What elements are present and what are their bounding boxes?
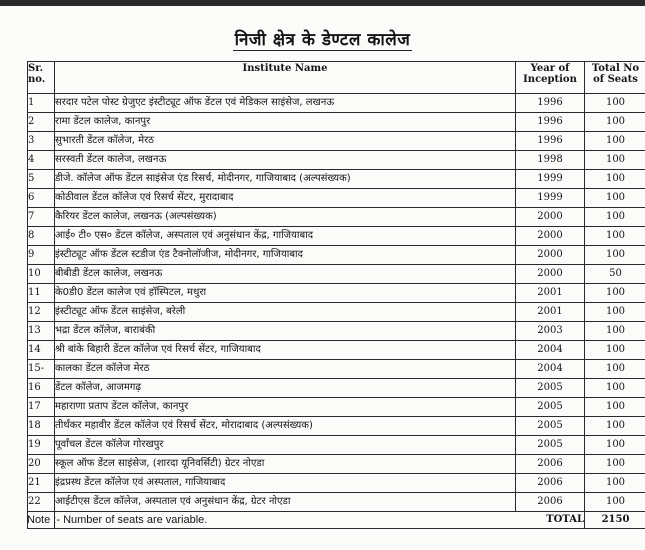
cell-institute-name: कालका डेंटल कॉलेज मेरठ xyxy=(55,360,516,379)
cell-year: 2003 xyxy=(516,322,585,341)
page-title: निजी क्षेत्र के डेण्टल कालेज xyxy=(234,30,411,50)
cell-year: 1998 xyxy=(516,151,585,170)
table-row xyxy=(28,455,645,474)
cell-sr-no: 22 xyxy=(28,493,55,512)
table-row xyxy=(28,417,645,436)
table-row xyxy=(28,341,645,360)
table-row xyxy=(28,303,645,322)
cell-institute-name: इंस्टीट्यूट ऑफ डेंटल स्टडीज एंड टैक्नोलॉजीज, मोदीनगर, गाजियाबाद xyxy=(55,246,516,265)
cell-seats: 100 xyxy=(585,436,645,455)
table-row xyxy=(28,151,645,170)
cell-year: 2000 xyxy=(516,208,585,227)
cell-seats: 100 xyxy=(585,417,645,436)
header-institute-name: Institute Name xyxy=(55,62,516,94)
cell-seats: 100 xyxy=(585,170,645,189)
cell-seats: 100 xyxy=(585,113,645,132)
cell-seats: 100 xyxy=(585,151,645,170)
cell-sr-no: 12 xyxy=(28,303,55,322)
table-row xyxy=(28,208,645,227)
cell-institute-name: डीजे. कॉलेज ऑफ डेंटल साइंसेज एंड रिसर्च, मोदीनगर, गाजियाबाद (अल्पसंख्यक) xyxy=(55,170,516,189)
cell-seats: 100 xyxy=(585,94,645,113)
cell-seats: 100 xyxy=(585,284,645,303)
cell-year: 2001 xyxy=(516,284,585,303)
cell-sr-no: 18 xyxy=(28,417,55,436)
cell-sr-no: 9 xyxy=(28,246,55,265)
cell-seats: 100 xyxy=(585,474,645,493)
cell-seats: 100 xyxy=(585,398,645,417)
cell-seats: 100 xyxy=(585,246,645,265)
table-row xyxy=(28,474,645,493)
dental-colleges-table xyxy=(27,61,645,529)
cell-institute-name: रामा डेंटल कालेज, कानपुर xyxy=(55,113,516,132)
cell-year: 2001 xyxy=(516,303,585,322)
cell-year: 2006 xyxy=(516,493,585,512)
cell-year: 2005 xyxy=(516,398,585,417)
table-row xyxy=(28,94,645,113)
cell-institute-name: सुभारती डेंटल कॉलेज, मेरठ xyxy=(55,132,516,151)
cell-institute-name: आई० टी० एस० डेंटल कॉलेज, अस्पताल एवं अनुसंधान केंद्र, गाजियाबाद xyxy=(55,227,516,246)
cell-year: 2004 xyxy=(516,360,585,379)
cell-year: 1996 xyxy=(516,132,585,151)
cell-institute-name: आईटीएस डेंटल कॉलेज, अस्पताल एवं अनुसंधान केंद्र, ग्रेटर नोएडा xyxy=(55,493,516,512)
cell-sr-no: 16 xyxy=(28,379,55,398)
cell-institute-name: पूर्वांचल डेंटल कॉलेज गोरखपुर xyxy=(55,436,516,455)
cell-institute-name: सरदार पटेल पोस्ट ग्रेजुएट इंस्टीट्यूट ऑफ डेंटल एवं मेडिकल साइंसेज, लखनऊ xyxy=(55,94,516,113)
cell-year: 2005 xyxy=(516,417,585,436)
total-seats: 2150 xyxy=(585,512,645,529)
cell-year: 2004 xyxy=(516,341,585,360)
cell-sr-no: 14 xyxy=(28,341,55,360)
table-row xyxy=(28,246,645,265)
table-row xyxy=(28,189,645,208)
header-year-of-inception: Year of Inception xyxy=(516,62,585,94)
cell-institute-name: के0डी0 डेंटल कालेज एवं हॉस्पिटल, मथुरा xyxy=(55,284,516,303)
table-row xyxy=(28,360,645,379)
table-row xyxy=(28,493,645,512)
cell-sr-no: 7 xyxy=(28,208,55,227)
table-header-row xyxy=(28,62,645,94)
cell-seats: 100 xyxy=(585,379,645,398)
cell-seats: 100 xyxy=(585,322,645,341)
cell-sr-no: 4 xyxy=(28,151,55,170)
cell-sr-no: 5 xyxy=(28,170,55,189)
table-row xyxy=(28,132,645,151)
cell-sr-no: 11 xyxy=(28,284,55,303)
cell-institute-name: डेंटल कॉलेज, आजमगढ़ xyxy=(55,379,516,398)
cell-sr-no: 6 xyxy=(28,189,55,208)
cell-sr-no: 17 xyxy=(28,398,55,417)
cell-year: 1999 xyxy=(516,170,585,189)
header-sr-no: Sr. no. xyxy=(28,62,55,94)
cell-sr-no: 1 xyxy=(28,94,55,113)
cell-seats: 100 xyxy=(585,132,645,151)
table-row xyxy=(28,170,645,189)
cell-institute-name: भद्रा डेंटल कॉलेज, बाराबंकी xyxy=(55,322,516,341)
cell-year: 2005 xyxy=(516,436,585,455)
cell-year: 2000 xyxy=(516,246,585,265)
cell-institute-name: बीबीडी डेंटल कालेज, लखनऊ xyxy=(55,265,516,284)
cell-institute-name: श्री बांके बिहारी डेंटल कॉलेज एवं रिसर्च सेंटर, गाजियाबाद xyxy=(55,341,516,360)
cell-sr-no: 19 xyxy=(28,436,55,455)
cell-seats: 50 xyxy=(585,265,645,284)
cell-year: 1996 xyxy=(516,113,585,132)
cell-sr-no: 15- xyxy=(28,360,55,379)
cell-year: 1999 xyxy=(516,189,585,208)
cell-institute-name: इंस्टीट्यूट ऑफ डेंटल साइंसेज, बरेली xyxy=(55,303,516,322)
cell-sr-no: 20 xyxy=(28,455,55,474)
cell-sr-no: 2 xyxy=(28,113,55,132)
cell-institute-name: स्कूल ऑफ डेंटल साइंसेज, (शारदा यूनिवर्सिटी) ग्रेटर नोएडा xyxy=(55,455,516,474)
header-total-seats: Total No of Seats xyxy=(585,62,645,94)
cell-seats: 100 xyxy=(585,208,645,227)
table-row xyxy=(28,398,645,417)
table-row xyxy=(28,227,645,246)
cell-seats: 100 xyxy=(585,303,645,322)
cell-year: 2000 xyxy=(516,227,585,246)
cell-institute-name: महाराणा प्रताप डेंटल कॉलेज, कानपुर xyxy=(55,398,516,417)
cell-seats: 100 xyxy=(585,493,645,512)
table-row xyxy=(28,113,645,132)
cell-institute-name: सरस्वती डेंटल कालेज, लखनऊ xyxy=(55,151,516,170)
cell-institute-name: कैरियर डेंटल कालेज, लखनऊ (अल्पसंख्यक) xyxy=(55,208,516,227)
table-row xyxy=(28,379,645,398)
cell-sr-no: 13 xyxy=(28,322,55,341)
note-text: Note :- Number of seats are variable. xyxy=(27,514,208,526)
cell-year: 2006 xyxy=(516,474,585,493)
cell-institute-name: कोठीवाल डेंटल कॉलेज एवं रिसर्च सेंटर, मुरादाबाद xyxy=(55,189,516,208)
table-row xyxy=(28,322,645,341)
total-label: TOTAL xyxy=(55,512,585,529)
cell-institute-name: इंद्रप्रस्थ डेंटल कॉलेज एवं अस्पताल, गाजियाबाद xyxy=(55,474,516,493)
cell-year: 2005 xyxy=(516,379,585,398)
cell-institute-name: तीर्थंकर महावीर डेंटल कॉलेज एवं रिसर्च सेंटर, मोरादाबाद (अल्पसंख्यक) xyxy=(55,417,516,436)
table-row xyxy=(28,265,645,284)
cell-sr-no: 3 xyxy=(28,132,55,151)
cell-seats: 100 xyxy=(585,227,645,246)
cell-seats: 100 xyxy=(585,455,645,474)
cell-year: 2000 xyxy=(516,265,585,284)
table-row xyxy=(28,436,645,455)
cell-year: 1996 xyxy=(516,94,585,113)
cell-sr-no: 21 xyxy=(28,474,55,493)
cell-seats: 100 xyxy=(585,360,645,379)
top-border xyxy=(0,0,645,6)
cell-seats: 100 xyxy=(585,189,645,208)
cell-seats: 100 xyxy=(585,341,645,360)
table-row xyxy=(28,284,645,303)
cell-sr-no: 8 xyxy=(28,227,55,246)
cell-year: 2006 xyxy=(516,455,585,474)
cell-sr-no: 10 xyxy=(28,265,55,284)
